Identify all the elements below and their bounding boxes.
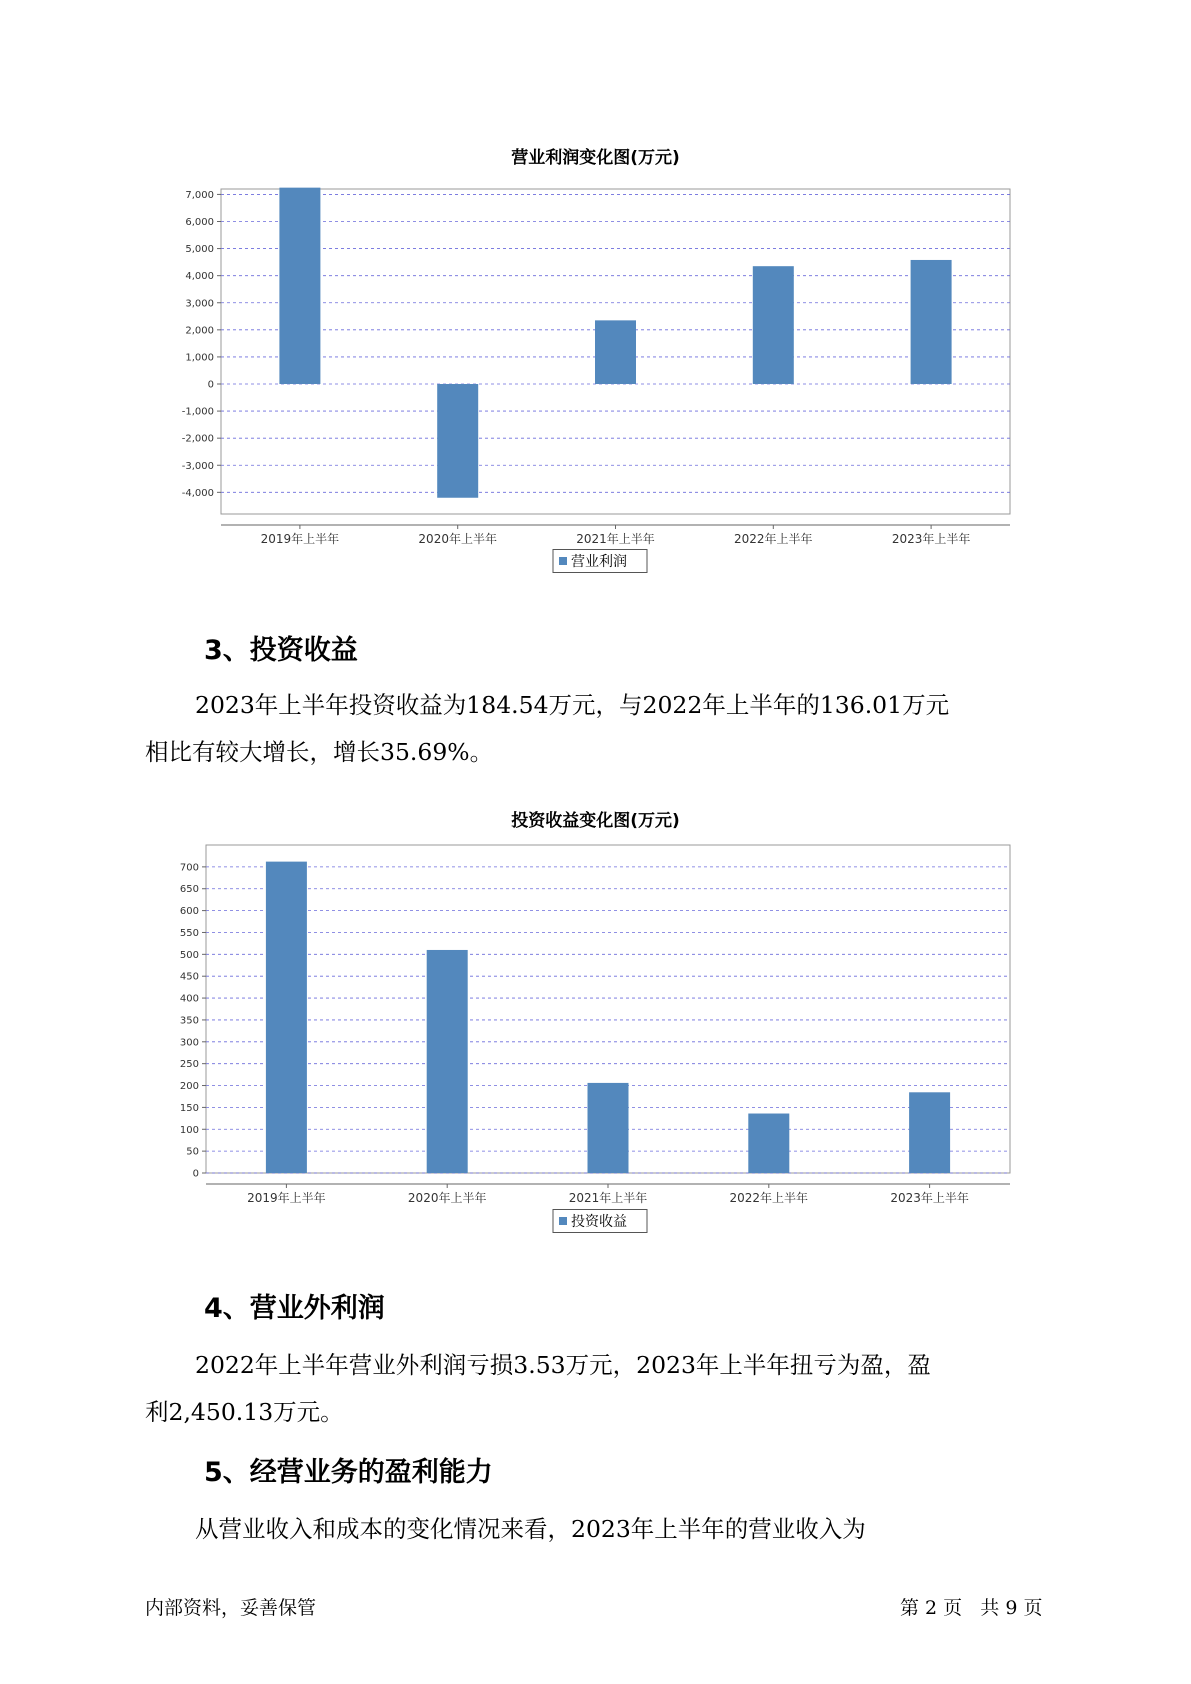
x-tick-label: 2019年上半年: [247, 1191, 326, 1205]
section-heading-non-operating-profit: 4、营业外利润: [204, 1293, 385, 1324]
chart-title-investment-income: 投资收益变化图(万元): [511, 811, 680, 831]
y-tick-label: 7,000: [185, 189, 214, 201]
y-tick-label: 700: [179, 862, 199, 874]
legend-swatch: [559, 557, 567, 565]
x-tick-label: 2022年上半年: [729, 1191, 809, 1205]
y-tick-label: 150: [179, 1102, 199, 1114]
x-tick-label: 2020年上半年: [418, 532, 497, 546]
x-tick-label: 2021年上半年: [576, 532, 655, 546]
paragraph-business-profitability-line1: 从营业收入和成本的变化情况来看，2023年上半年的营业收入为: [195, 1515, 866, 1543]
bar: [437, 384, 478, 498]
investment-income-chart: [0, 833, 1191, 1253]
legend-label: 营业利润: [571, 554, 627, 570]
bar: [266, 862, 307, 1173]
y-tick-label: -2,000: [181, 433, 214, 445]
bar: [427, 950, 468, 1173]
y-tick-label: 0: [192, 1168, 199, 1180]
y-tick-label: 200: [179, 1081, 199, 1093]
bar: [748, 1114, 789, 1173]
bar: [595, 320, 636, 384]
bar: [279, 188, 320, 384]
y-tick-label: 650: [179, 884, 199, 896]
legend-swatch: [559, 1217, 567, 1225]
footer-page-number: 第 2 页 共 9 页: [900, 1597, 1043, 1619]
x-tick-label: 2019年上半年: [260, 532, 340, 546]
y-tick-label: -4,000: [181, 487, 214, 499]
y-tick-label: 450: [179, 971, 199, 983]
y-tick-label: 500: [179, 949, 199, 961]
operating-profit-chart: [0, 170, 1191, 590]
y-tick-label: 100: [179, 1124, 199, 1136]
y-tick-label: 600: [179, 906, 199, 918]
section-heading-investment-income: 3、投资收益: [204, 635, 358, 666]
y-tick-label: -3,000: [181, 460, 214, 472]
footer-confidential-note: 内部资料，妥善保管: [145, 1597, 317, 1619]
x-tick-label: 2021年上半年: [568, 1191, 648, 1205]
legend-label: 投资收益: [571, 1214, 627, 1230]
paragraph-non-operating-profit-line1: 2022年上半年营业外利润亏损3.53万元，2023年上半年扭亏为盈，盈: [195, 1351, 931, 1379]
section-heading-business-profitability: 5、经营业务的盈利能力: [204, 1457, 493, 1488]
y-tick-label: 50: [186, 1146, 199, 1158]
y-tick-label: 3,000: [185, 298, 214, 310]
y-tick-label: 250: [179, 1059, 199, 1071]
x-tick-label: 2023年上半年: [891, 532, 971, 546]
y-tick-label: 550: [179, 927, 199, 939]
y-tick-label: 5,000: [185, 244, 214, 256]
x-tick-label: 2022年上半年: [734, 532, 813, 546]
bar: [588, 1083, 629, 1173]
bar: [909, 1092, 950, 1173]
paragraph-investment-income-line2: 相比有较大增长，增长35.69%。: [145, 738, 494, 766]
x-tick-label: 2023年上半年: [890, 1191, 969, 1205]
y-tick-label: 2,000: [185, 325, 214, 337]
x-tick-label: 2020年上半年: [407, 1191, 487, 1205]
y-tick-label: 350: [179, 1015, 199, 1027]
y-tick-label: 1,000: [185, 352, 214, 364]
y-tick-label: -1,000: [181, 406, 214, 418]
y-tick-label: 400: [179, 993, 199, 1005]
bar: [911, 260, 952, 384]
y-tick-label: 0: [207, 379, 214, 391]
bar: [753, 266, 794, 384]
chart-title-operating-profit: 营业利润变化图(万元): [511, 148, 680, 168]
y-tick-label: 4,000: [185, 271, 214, 283]
y-tick-label: 6,000: [185, 217, 214, 228]
paragraph-non-operating-profit-line2: 利2,450.13万元。: [145, 1398, 344, 1426]
paragraph-investment-income-line1: 2023年上半年投资收益为184.54万元，与2022年上半年的136.01万元: [195, 691, 950, 719]
y-tick-label: 300: [179, 1037, 199, 1049]
